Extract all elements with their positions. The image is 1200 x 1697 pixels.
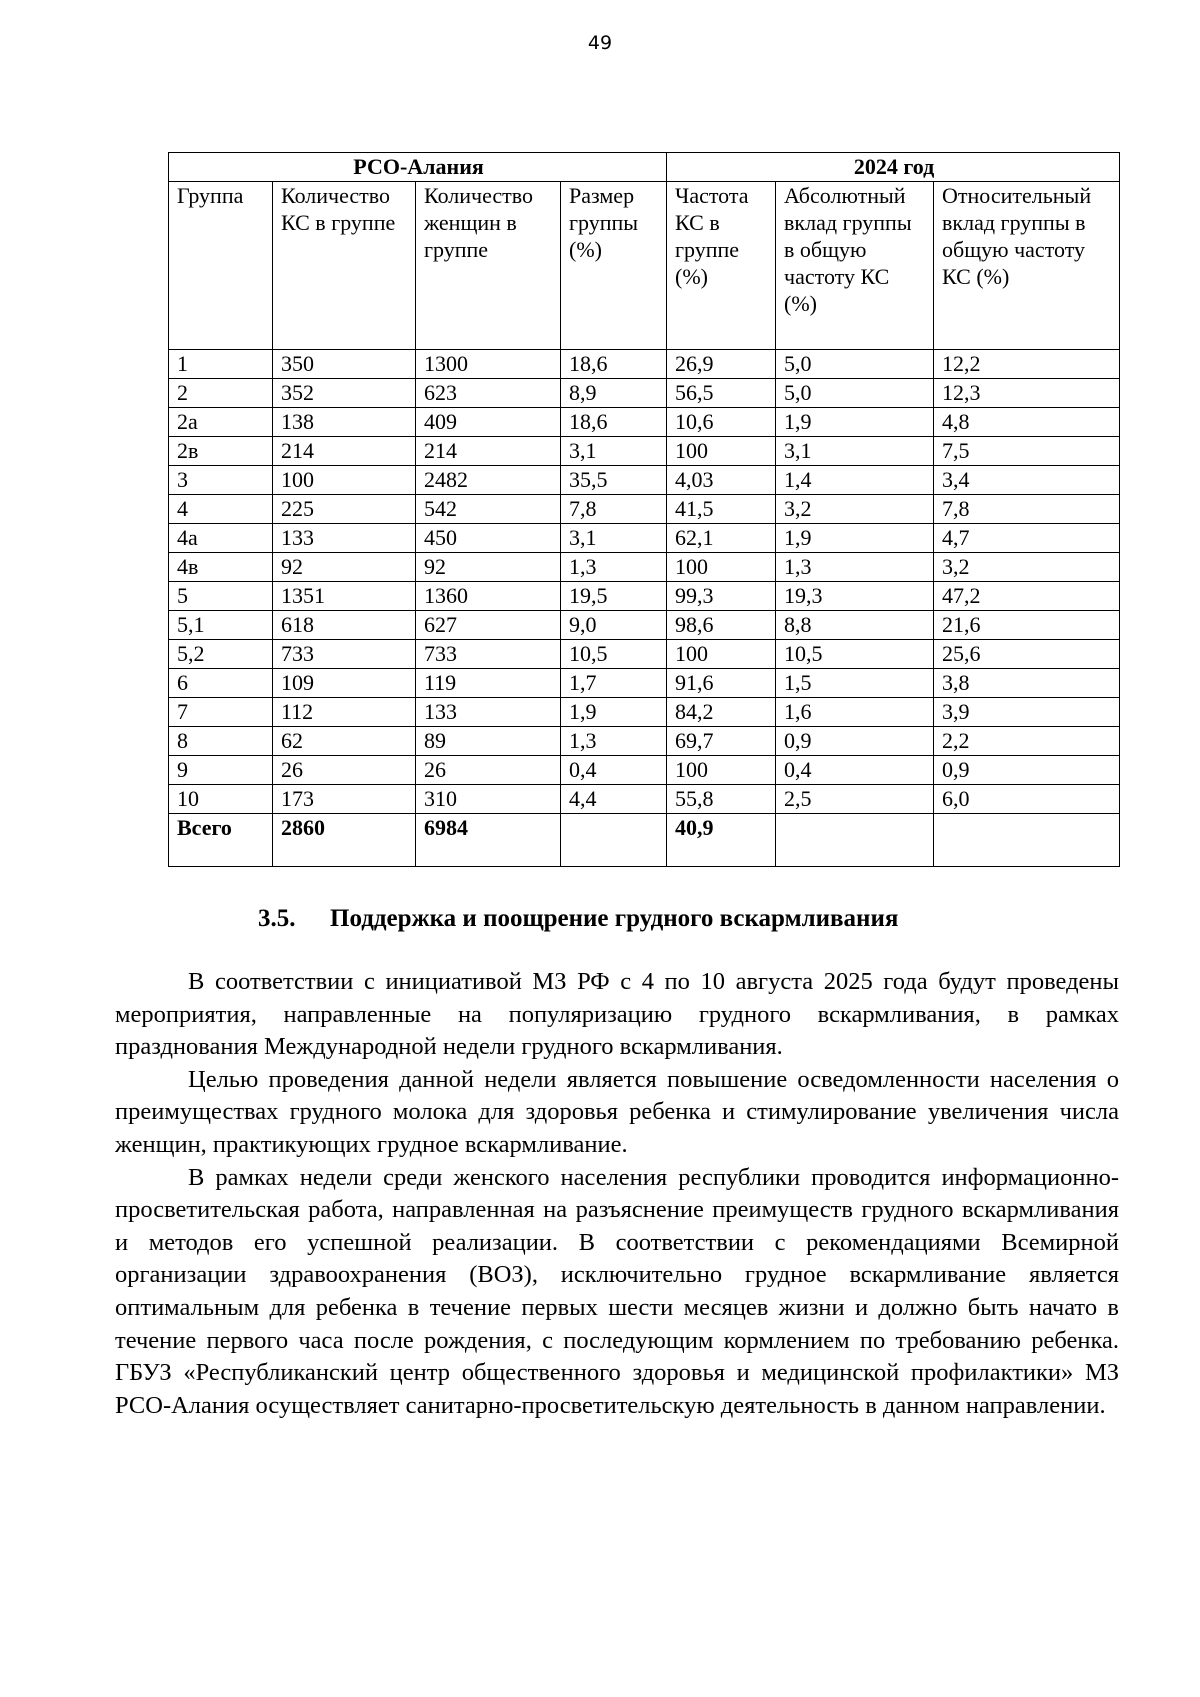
- table-cell: 0,9: [776, 727, 934, 756]
- table-cell: 3,2: [776, 495, 934, 524]
- table-total-row: [169, 814, 1120, 867]
- table-cell: 8: [169, 727, 273, 756]
- column-header: Относительный вклад группы в общую частоту КС (%): [934, 182, 1120, 350]
- table-cell: 119: [416, 669, 561, 698]
- column-header: Группа: [169, 182, 273, 350]
- table-cell: 225: [273, 495, 416, 524]
- table-cell: 4,7: [934, 524, 1120, 553]
- table-row: [169, 524, 1120, 553]
- table-cell: 84,2: [667, 698, 776, 727]
- section-title: Поддержка и поощрение грудного вскармливания: [330, 905, 899, 932]
- table-cell: 8,8: [776, 611, 934, 640]
- table-cell: [776, 814, 934, 867]
- table-cell: 0,4: [776, 756, 934, 785]
- table-cell: 100: [667, 756, 776, 785]
- table-cell: 1351: [273, 582, 416, 611]
- table-cell: 19,5: [561, 582, 667, 611]
- table-cell: 100: [273, 466, 416, 495]
- table-cell: 2,5: [776, 785, 934, 814]
- table-cell: 214: [416, 437, 561, 466]
- table-cell: 112: [273, 698, 416, 727]
- table-cell: 4а: [169, 524, 273, 553]
- table-cell: 618: [273, 611, 416, 640]
- table-cell: 100: [667, 553, 776, 582]
- table-cell: 25,6: [934, 640, 1120, 669]
- table-cell: 6: [169, 669, 273, 698]
- table-cell: [561, 814, 667, 867]
- region-label-cell: РСО-Алания: [169, 153, 667, 182]
- table-cell: 7,8: [934, 495, 1120, 524]
- table-column-header-row: [169, 182, 1120, 350]
- table-cell: 2860: [273, 814, 416, 867]
- statistics-table: [168, 152, 1120, 867]
- table-cell: 1,5: [776, 669, 934, 698]
- table-cell: 5,1: [169, 611, 273, 640]
- table-cell: 7,8: [561, 495, 667, 524]
- table-cell: 2а: [169, 408, 273, 437]
- table-cell: 8,9: [561, 379, 667, 408]
- table-cell: 10,5: [776, 640, 934, 669]
- table-cell: 55,8: [667, 785, 776, 814]
- table-row: [169, 582, 1120, 611]
- table-cell: 12,3: [934, 379, 1120, 408]
- table-cell: 100: [667, 437, 776, 466]
- table-cell: 9: [169, 756, 273, 785]
- table-cell: 5,2: [169, 640, 273, 669]
- table-cell: 69,7: [667, 727, 776, 756]
- table-cell: 35,5: [561, 466, 667, 495]
- table-cell: 62,1: [667, 524, 776, 553]
- table-cell: 18,6: [561, 350, 667, 379]
- paragraph: В рамках недели среди женского населения республики проводится информационно-просветительская работа, направленная на разъяснение преимуществ грудного вскармливания и методов его успешной реализации. В соответствии с рекомендациями Всемирной организации здравоохранения (ВОЗ), исключительно грудное вскармливание является оптимальным для ребенка в течение первых шести месяцев жизни и должно быть начато в течение первого часа после рождения, с последующим кормлением по требованию ребенка. ГБУЗ «Республиканский центр общественного здоровья и медицинской профилактики» МЗ РСО-Алания осуществляет санитарно-просветительскую деятельность в данном направлении.: [115, 1163, 1119, 1419]
- table-cell: 5: [169, 582, 273, 611]
- table-cell: 1: [169, 350, 273, 379]
- table-cell: 450: [416, 524, 561, 553]
- table-cell: 0,4: [561, 756, 667, 785]
- table-region-header-row: [169, 153, 1120, 182]
- table-row: [169, 669, 1120, 698]
- body-text: [115, 966, 1119, 1422]
- table-cell: 4,4: [561, 785, 667, 814]
- table-cell: 133: [416, 698, 561, 727]
- table-cell: 3,1: [561, 437, 667, 466]
- table-cell: 5,0: [776, 350, 934, 379]
- table-cell: 3,8: [934, 669, 1120, 698]
- column-header: Частота КС в группе (%): [667, 182, 776, 350]
- table-cell: 26: [273, 756, 416, 785]
- table-cell: 26,9: [667, 350, 776, 379]
- table-row: [169, 611, 1120, 640]
- table-cell: 41,5: [667, 495, 776, 524]
- table-row: [169, 727, 1120, 756]
- table-cell: 3,1: [561, 524, 667, 553]
- table-cell: 2в: [169, 437, 273, 466]
- table-cell: 1360: [416, 582, 561, 611]
- table-cell: 4,8: [934, 408, 1120, 437]
- table-cell: 6984: [416, 814, 561, 867]
- table-cell: 6,0: [934, 785, 1120, 814]
- column-header: Количество КС в группе: [273, 182, 416, 350]
- table-cell: 138: [273, 408, 416, 437]
- section-number: 3.5.: [258, 905, 296, 932]
- table-row: [169, 466, 1120, 495]
- table-row: [169, 408, 1120, 437]
- section-heading: [258, 905, 898, 933]
- table-row: [169, 379, 1120, 408]
- table-cell: 40,9: [667, 814, 776, 867]
- table-row: [169, 495, 1120, 524]
- table-cell: 89: [416, 727, 561, 756]
- table-cell: 91,6: [667, 669, 776, 698]
- table-cell: 4,03: [667, 466, 776, 495]
- table-cell: 3,4: [934, 466, 1120, 495]
- table-cell: 0,9: [934, 756, 1120, 785]
- table-cell: 3: [169, 466, 273, 495]
- table-cell: 1,7: [561, 669, 667, 698]
- table-cell: 1,9: [776, 408, 934, 437]
- table-cell: Всего: [169, 814, 273, 867]
- table-cell: 627: [416, 611, 561, 640]
- table-cell: 409: [416, 408, 561, 437]
- table-cell: 2,2: [934, 727, 1120, 756]
- table-cell: 1,3: [561, 553, 667, 582]
- table-cell: [934, 814, 1120, 867]
- table-cell: 352: [273, 379, 416, 408]
- table-cell: 1,9: [776, 524, 934, 553]
- table-cell: 3,9: [934, 698, 1120, 727]
- table-row: [169, 698, 1120, 727]
- table-cell: 56,5: [667, 379, 776, 408]
- table-row: [169, 756, 1120, 785]
- column-header: Размер группы (%): [561, 182, 667, 350]
- table-cell: 1,4: [776, 466, 934, 495]
- table-cell: 47,2: [934, 582, 1120, 611]
- table-cell: 173: [273, 785, 416, 814]
- table-cell: 10,5: [561, 640, 667, 669]
- column-header: Абсолютный вклад группы в общую частоту КС (%): [776, 182, 934, 350]
- table-cell: 3,2: [934, 553, 1120, 582]
- table-cell: 26: [416, 756, 561, 785]
- table-cell: 542: [416, 495, 561, 524]
- table-cell: 310: [416, 785, 561, 814]
- page-number: 49: [587, 32, 613, 54]
- paragraph: Целью проведения данной недели является повышение осведомленности населения о преимуществах грудного молока для здоровья ребенка и стимулирование увеличения числа женщин, практикующих грудное вскармливание.: [115, 1065, 1119, 1158]
- year-label-cell: 2024 год: [667, 153, 1120, 182]
- table-cell: 350: [273, 350, 416, 379]
- table-cell: 1,3: [776, 553, 934, 582]
- table-cell: 623: [416, 379, 561, 408]
- table-cell: 1,3: [561, 727, 667, 756]
- table-row: [169, 553, 1120, 582]
- table-cell: 2482: [416, 466, 561, 495]
- column-header: Количество женщин в группе: [416, 182, 561, 350]
- table-cell: 62: [273, 727, 416, 756]
- table-cell: 733: [273, 640, 416, 669]
- table-cell: 10: [169, 785, 273, 814]
- table-cell: 92: [416, 553, 561, 582]
- table-cell: 109: [273, 669, 416, 698]
- table-cell: 733: [416, 640, 561, 669]
- table-cell: 21,6: [934, 611, 1120, 640]
- table-cell: 18,6: [561, 408, 667, 437]
- table-cell: 1,6: [776, 698, 934, 727]
- table-cell: 98,6: [667, 611, 776, 640]
- table-cell: 9,0: [561, 611, 667, 640]
- table-cell: 92: [273, 553, 416, 582]
- table-cell: 2: [169, 379, 273, 408]
- table-cell: 12,2: [934, 350, 1120, 379]
- table-row: [169, 437, 1120, 466]
- table-cell: 19,3: [776, 582, 934, 611]
- table-cell: 1300: [416, 350, 561, 379]
- table-cell: 5,0: [776, 379, 934, 408]
- table-cell: 1,9: [561, 698, 667, 727]
- table-cell: 133: [273, 524, 416, 553]
- table-row: [169, 350, 1120, 379]
- table-row: [169, 785, 1120, 814]
- table-cell: 214: [273, 437, 416, 466]
- table-cell: 7,5: [934, 437, 1120, 466]
- table-cell: 4: [169, 495, 273, 524]
- table-cell: 3,1: [776, 437, 934, 466]
- table-cell: 99,3: [667, 582, 776, 611]
- table-cell: 7: [169, 698, 273, 727]
- table-cell: 100: [667, 640, 776, 669]
- table-cell: 10,6: [667, 408, 776, 437]
- table-cell: 4в: [169, 553, 273, 582]
- paragraph: В соответствии с инициативой МЗ РФ с 4 по 10 августа 2025 года будут проведены мероприятия, направленные на популяризацию грудного вскармливания, в рамках празднования Международной недели грудного вскармливания.: [115, 968, 1119, 1061]
- table-row: [169, 640, 1120, 669]
